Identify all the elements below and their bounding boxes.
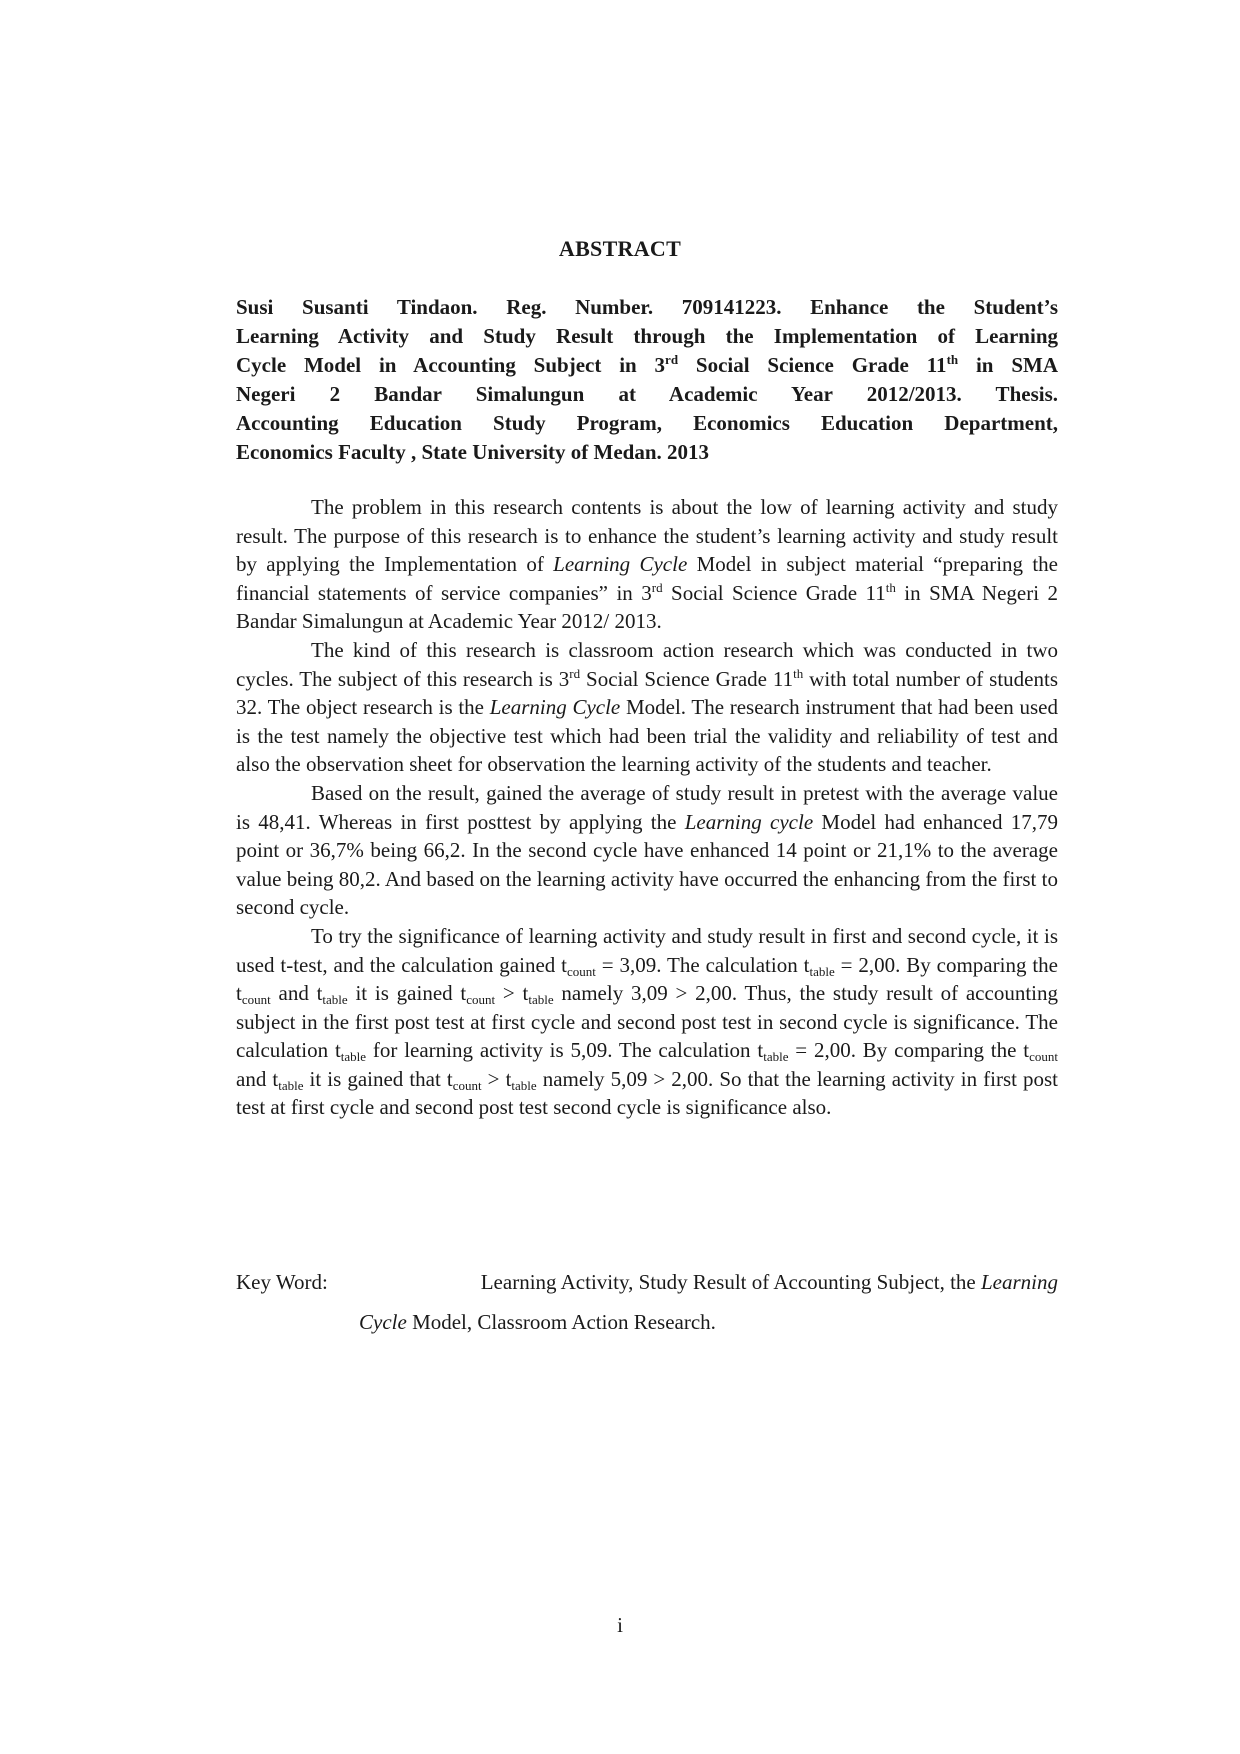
paragraph-run: = 2,00. By comparing the t [236,952,1059,1006]
abstract-paragraph [236,779,1058,922]
paragraph-run: Learning Cycle [489,695,621,720]
header-line: Negeri 2 Bandar Simalungun at Academic Year 2012/2013. Thesis. [236,382,1058,406]
paragraph-run: table [809,963,835,979]
paragraph-run: table [763,1049,789,1065]
paragraph-run: = 2,00. By comparing the t [788,1038,1030,1063]
paragraph-run: rd [569,665,581,681]
page-number: i [617,1613,623,1637]
keywords-block [236,1262,1058,1342]
abstract-title: ABSTRACT [558,236,682,261]
keywords-run: Model, Classroom Action Research. [406,1310,716,1334]
paragraph-run: To try the significance of learning activity and study result in first and second cycle, it is used t-test, and the calculation gained t [236,923,1058,977]
header-line: Learning Activity and Study Result through the Implementation of Learning [236,324,1058,348]
abstract-paragraph [236,636,1058,779]
paragraph-run: Model in subject material “preparing the financial statements of service companies” in 3 [236,552,1058,605]
keywords-text-1 [481,1262,1058,1302]
paragraph-run: th [885,579,896,595]
abstract-body [236,493,1058,1122]
paragraph-run: th [793,665,804,681]
paragraph-run: Model had enhanced 17,79 point or 36,7% being 66,2. In the second cycle have enhanced 14 point or 21,1% to the average value being 80,2. And based on the learning activity have occurred the enhancing from the first to second cycle. [236,809,1059,920]
keywords-label: Key Word: [236,1270,328,1294]
paragraph-run: Learning Cycle [553,552,688,577]
paragraph-run: table [511,1077,537,1093]
paragraph-run: table [322,992,348,1008]
paragraph-run: Model. The research instrument that had been used is the test namely the objective test which had been trial the validity and reliability of test and also the observation sheet for observation the learning activity of the students and teacher. [236,695,1059,777]
paragraph-run: > t [495,981,529,1006]
header-line: Economics Faculty , State University of Medan. 2013 [236,440,710,464]
thesis-citation-header [236,293,1058,467]
paragraph-run: Learning cycle [684,809,814,834]
paragraph-run: and t [270,981,323,1006]
paragraph-run: count [452,1077,482,1093]
paragraph-run: namely 3,09 > 2,00. Thus, the study result of accounting subject in the first post test at first cycle and second post test in second cycle is significance. The calculation t [236,981,1058,1063]
paragraph-run: count [466,992,496,1008]
keywords-text-2 [236,1302,1058,1342]
abstract-paragraph [236,493,1058,636]
paragraph-run: it is gained t [347,981,467,1006]
paragraph-run: with total number of students 32. The object research is the [236,666,1058,720]
paragraph-run: Social Science Grade 11 [580,666,794,691]
paragraph-run: namely 5,09 > 2,00. So that the learning activity in first post test at first cycle and second post test second cycle is significance also. [236,1066,1059,1120]
paragraph-run: table [528,992,554,1008]
paragraph-run: for learning activity is 5,09. The calculation t [366,1038,764,1063]
keywords-run: Learning [980,1270,1058,1294]
paragraph-run: in SMA Negeri 2 Bandar Simalungun at Academic Year 2012/ 2013. [236,580,1058,634]
paragraph-run: Based on the result, gained the average of study result in pretest with the average value is 48,41. Whereas in first posttest by applying the [236,780,1058,834]
paragraph-run: count [567,963,596,979]
keywords-run: Learning Activity, Study Result of Accounting Subject, the [480,1270,981,1294]
paragraph-run: count [241,992,271,1008]
header-line: Cycle Model in Accounting Subject in 3rd Social Science Grade 11th in SMA [236,352,1058,377]
paragraph-run: > t [481,1066,512,1091]
paragraph-run: The kind of this research is classroom action research which was conducted in two cycles. The subject of this research is 3 [236,637,1058,691]
paragraph-run: and t [236,1066,279,1091]
keywords-run: Cycle [359,1310,407,1334]
keywords-line-1 [236,1262,1058,1302]
paragraph-run: The problem in this research contents is about the low of learning activity and study result. The purpose of this research is to enhance the student’s learning activity and study result by applying the Implementation of [236,495,1058,577]
paragraph-run: = 3,09. The calculation t [595,952,810,977]
paragraph-run: table [278,1077,304,1093]
abstract-paragraph [236,922,1058,1122]
paragraph-run: Social Science Grade 11 [662,580,886,605]
paragraph-run: rd [651,579,663,595]
paragraph-run: table [340,1049,367,1065]
paragraph-run: count [1029,1049,1058,1065]
header-line: Susi Susanti Tindaon. Reg. Number. 709141223. Enhance the Student’s [236,295,1058,319]
paragraph-run: it is gained that t [303,1066,453,1091]
header-line: Accounting Education Study Program, Economics Education Department, [236,411,1058,435]
